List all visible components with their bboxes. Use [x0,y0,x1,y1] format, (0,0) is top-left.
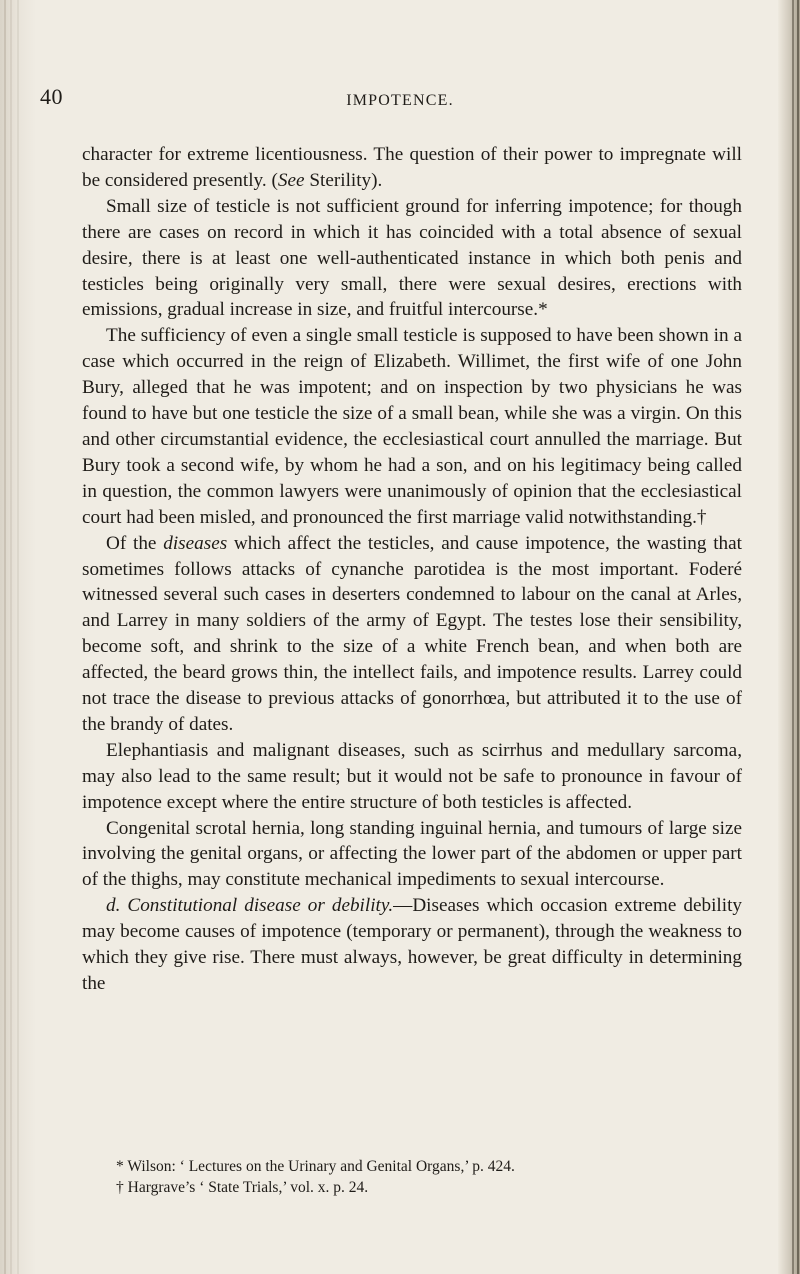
paragraph: Congenital scrotal hernia, long standing inguinal hernia, and tumours of large size involving the genital organs, or affecting the lower part of the abdomen or upper part of the thighs, may constitute mechanical impediments to sexual intercourse. [82,817,742,891]
body-text [82,142,742,997]
paragraph: The sufficiency of even a single small testicle is supposed to have been shown in a case which occurred in the reign of Elizabeth. Willimet, the first wife of one John Bury, alleged that he was impotent; and on inspection by two physicians he was found to have but one testicle the size of a small bean, while she was a virgin. On this and other circumstantial evidence, the ecclesiastical court annulled the marriage. But Bury took a second wife, by whom he had a son, and on his legitimacy being called in question, the common lawyers were unanimously of opinion that the ecclesiastical court had been misled, and pronounced the first marriage valid notwithstanding.† [82,325,742,528]
page-edge [778,0,800,1274]
binding-gutter [0,0,36,1274]
paragraph [82,893,742,997]
section-heading: d. Constitutional disease or debility. [106,895,394,917]
paragraph: Elephantiasis and malignant diseases, such as scirrhus and medullary sarcoma, may also lead to the same result; but it would not be safe to pronounce in favour of impotence except where the entire structure of both testicles is affected. [82,739,742,813]
gutter-line [10,0,12,1274]
running-head: IMPOTENCE. [346,92,454,109]
paragraph-text: which affect the testicles, and cause impotence, the wasting that sometimes follows attacks of cynanche parotidea is the most important. Foderé witnessed several such cases in deserters condemned to labour on the canal at Arles, and Larrey in many soldiers of the army of Egypt. The testes lose their sensibility, become soft, and shrink to the size of a white French bean, and when both are affected, the beard grows thin, the intellect fails, and impotence results. Larrey could not trace the disease to previous attacks of gonorrhœa, but attributed it to the use of the brandy of dates. [82,532,742,735]
paragraph: Small size of testicle is not sufficient ground for inferring impotence; for though there are cases on record in which it has coincided with a total absence of sexual desire, there is at least one well-authenticated instance in which both penis and testicles being originally very small, there were sexual desires, erections with emissions, gradual increase in size, and fruitful intercourse.* [82,195,742,321]
paragraph-text: Of the [106,532,164,554]
paragraph-text: Sterility). [304,169,383,191]
paragraph [82,142,742,194]
edge-stripe [792,0,794,1274]
paragraph-text: character for extreme licentiousness. The question of their power to impregnate will be considered presently. ( [82,144,742,191]
emphasis: diseases [163,532,228,554]
paragraph [82,531,742,738]
footnote: * Wilson: ‘ Lectures on the Urinary and Genital Organs,’ p. 424. [116,1158,515,1175]
footnote: † Hargrave’s ‘ State Trials,’ vol. x. p. 24. [116,1179,369,1196]
edge-stripe [797,0,799,1274]
page-number: 40 [40,84,63,109]
footnotes [92,1156,742,1198]
paragraph-text: —Diseases which occasion extreme debility may become causes of impotence (temporary or permanent), through the weakness to which they give rise. There must always, however, be great difficulty in determining the [82,895,742,994]
gutter-line [17,0,19,1274]
see-reference: See [277,169,305,191]
gutter-line [4,0,6,1274]
